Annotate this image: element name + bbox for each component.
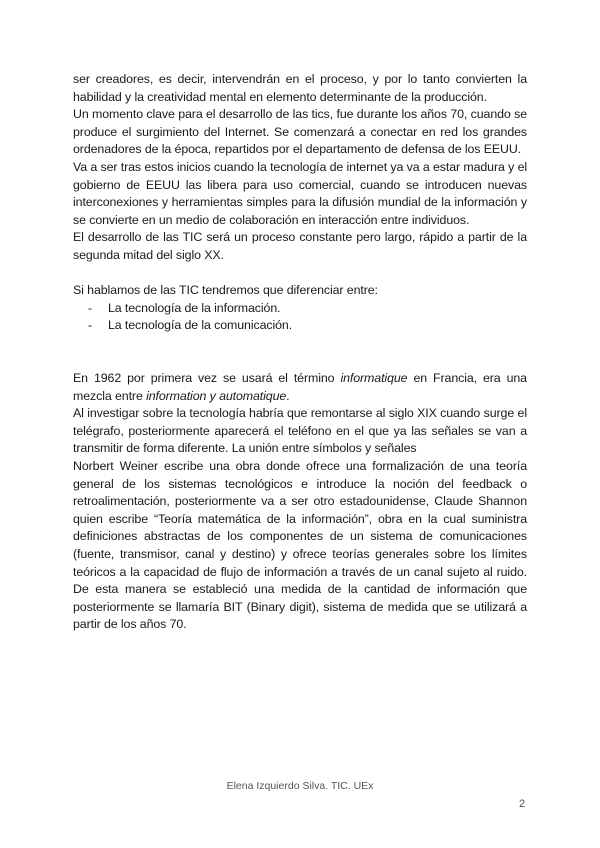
dash-bullet: - (88, 318, 93, 333)
list-item (73, 317, 527, 335)
page-number: 2 (519, 798, 526, 810)
blank-line (73, 265, 527, 283)
italic-term: automatique (219, 388, 287, 403)
page-footer: Elena Izquierdo Silva. TIC. UEx (226, 780, 374, 792)
text-run: y (206, 388, 220, 403)
dash-bullet: - (88, 300, 93, 315)
paragraph-internet-commercial: Va a ser tras estos inicios cuando la tecnología de internet ya va a estar madura y el gobierno de EEUU las libera para uso comercial, cuando se introducen nuevas interconexiones y herramientas simples para la difusión mundial de la información y se convierte en un medio de colaboración en interacción entre individuos. (73, 159, 528, 227)
paragraph-internet-origin: Un momento clave para el desarrollo de las tics, fue durante los años 70, cuando se produce el surgimiento del Internet. Se comenzará a conectar en red los grandes ordenadores de la época, repartidos por el departamento de defensa de los EEUU. (73, 107, 527, 157)
paragraph-creators: ser creadores, es decir, intervendrán en el proceso, y por lo tanto convierten la habilidad y la creatividad mental en elemento determinante de la producción. (73, 72, 527, 104)
text-run: . (286, 388, 290, 403)
italic-term: information (146, 388, 207, 403)
italic-term: informatique (340, 371, 408, 386)
list-item (73, 300, 527, 318)
blank-line (73, 335, 527, 353)
paragraph-tic-differentiate: Si hablamos de las TIC tendremos que diferenciar entre: (73, 283, 378, 298)
text-run: en Francia, era una mezcla entre (73, 371, 527, 403)
list-item-text: La tecnología de la información. (108, 300, 281, 315)
paragraph-tic-development: El desarrollo de las TIC será un proceso constante pero largo, rápido a partir de la segunda mitad del siglo XX. (73, 230, 527, 262)
paragraph-telegraph: Al investigar sobre la tecnología habría que remontarse al siglo XIX cuando surge el telégrafo, posteriormente aparecerá el teléfono en el que ya las señales se van a transmitir de forma diferente. La unión entre símbolos y señales (73, 406, 527, 456)
paragraph-weiner-shannon: Norbert Weiner escribe una obra donde ofrece una formalización de una teoría general de los sistemas tecnológicos e introduce la noción del feedback o retroalimentación, posteriormente va a ser otro estadounidense, Claude Shannon quien escribe “Teoría matemática de la información”, obra en la cual suministra definiciones abstractas de los componentes de un sistema de comunicaciones (fuente, transmisor, canal y destino) y ofrece teorías generales sobre los límites teóricos a la capacidad de flujo de información a través de un canal sujeto al ruido. De esta manera se estableció una medida de la cantidad de información que posteriormente se llamaría BIT (Binary digit), sistema de medida que se utilizará a partir de los años 70. (73, 459, 527, 632)
paragraph-informatique (73, 370, 527, 405)
blank-line (73, 353, 527, 371)
list-item-text: La tecnología de la comunicación. (108, 318, 293, 333)
document-body (73, 71, 527, 634)
tic-types-list (73, 300, 527, 335)
text-run: En 1962 por primera vez se usará el término (73, 371, 341, 386)
